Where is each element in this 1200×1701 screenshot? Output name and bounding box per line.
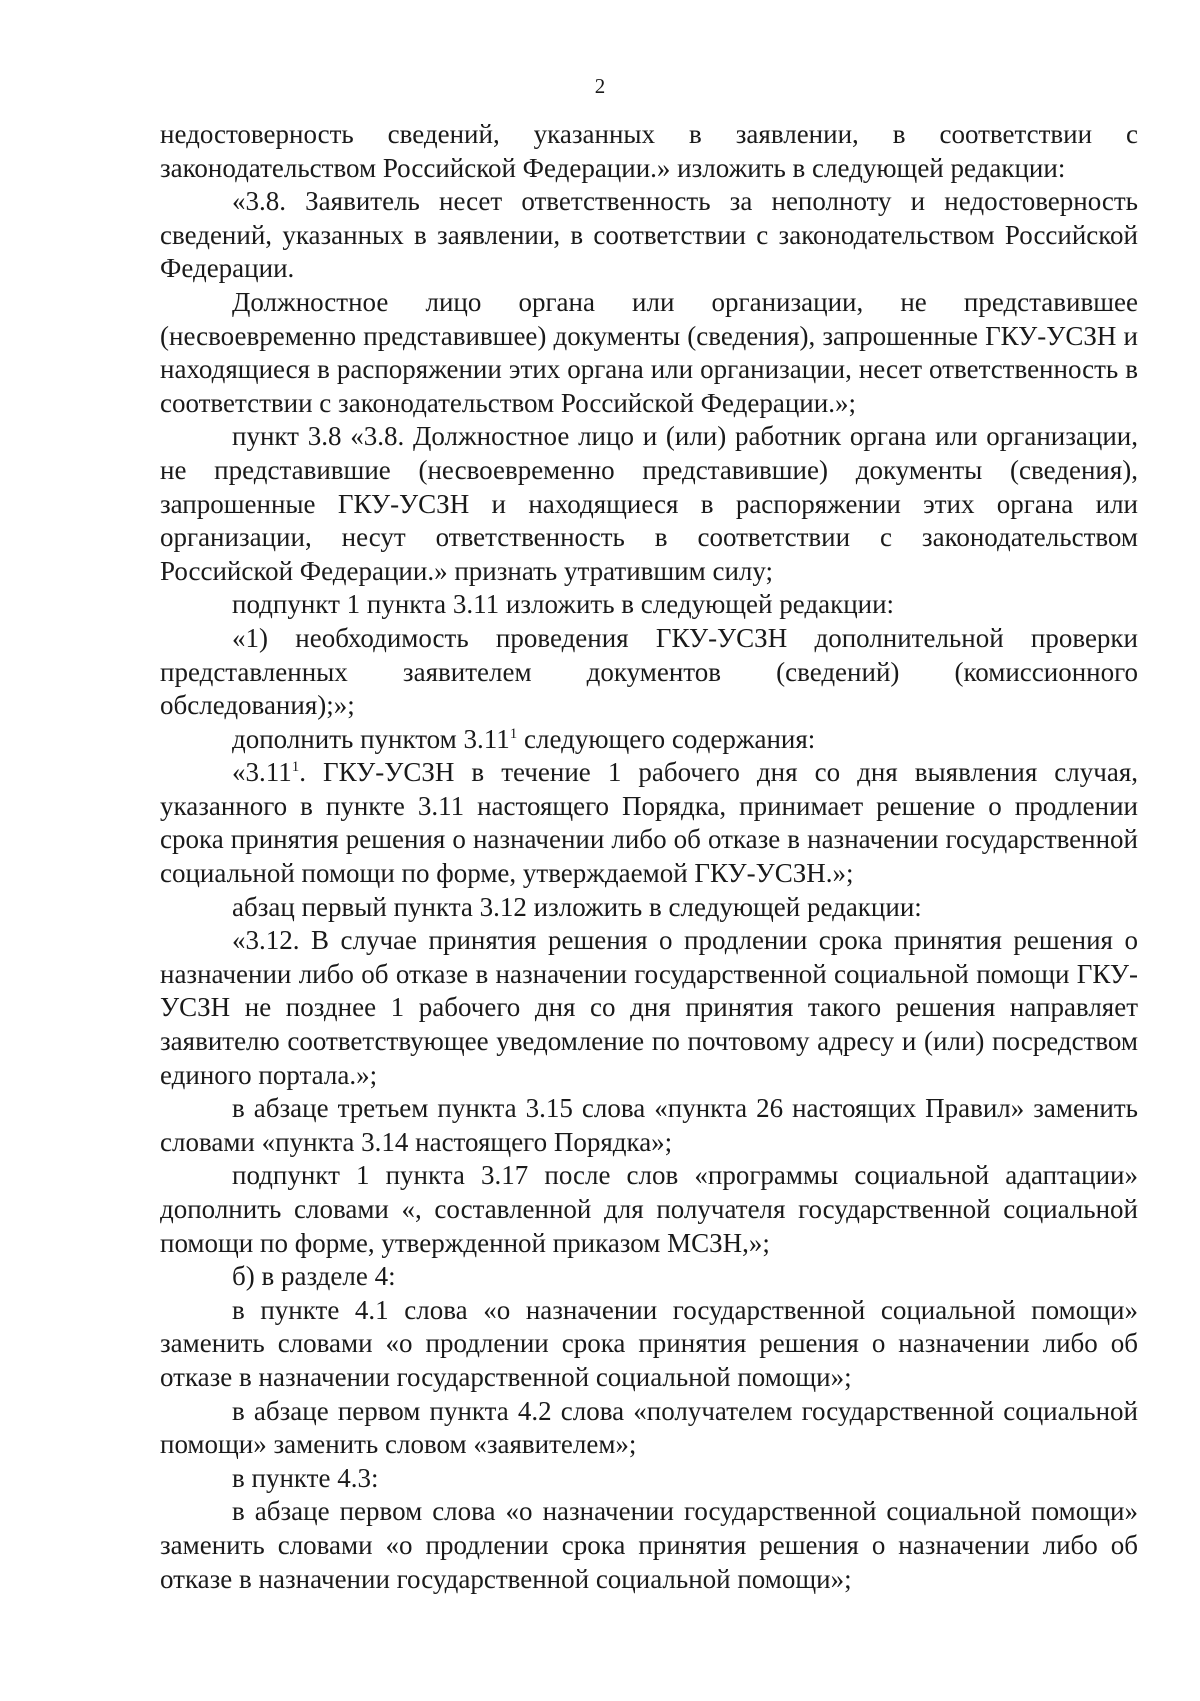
paragraph: недостоверность сведений, указанных в заявлении, в соответствии с законодательством Российской Федерации.» изложить в следующей редакции: [160,119,1138,183]
paragraph: в пункте 4.1 слова «о назначении государственной социальной помощи» заменить словами «о продлении срока принятия решения о назначении либо об отказе в назначении государственной социальной помощи»; [160,1294,1138,1392]
page-number: 2 [594,74,606,98]
superscript: 1 [291,759,300,776]
paragraph: абзац первый пункта 3.12 изложить в следующей редакции: [232,891,922,922]
paragraph: «3.12. В случае принятия решения о продлении срока принятия решения о назначении либо об отказе в назначении государственной социальной помощи ГКУ-УСЗН не позднее 1 рабочего дня со дня принятия такого решения направляет заявителю соответствующее уведомление по почтовому адресу и (или) посредством единого портала.»; [160,925,1138,1090]
paragraph: в пункте 4.3: [232,1462,379,1493]
paragraph: пункт 3.8 «3.8. Должностное лицо и (или) работник органа или организации, не представившие (несвоевременно представившие) документы (сведения), запрошенные ГКУ-УСЗН и находящиеся в распоряжении этих органа или организации, несут ответственность в соответствии с законодательством Российской Федерации.» признать утратившим силу; [160,421,1138,586]
paragraph: в абзаце первом слова «о назначении государственной социальной помощи» заменить словами «о продлении срока принятия решения о назначении либо об отказе в назначении государственной социальной помощи»; [160,1496,1138,1594]
paragraph: «3.8. Заявитель несет ответственность за неполноту и недостоверность сведений, указанных в заявлении, в соответствии с законодательством Российской Федерации. [160,186,1138,284]
paragraph: в абзаце третьем пункта 3.15 слова «пункта 26 настоящих Правил» заменить словами «пункта 3.14 настоящего Порядка»; [160,1093,1138,1157]
document-body [160,118,1138,1596]
paragraph: Должностное лицо органа или организации, не представившее (несвоевременно представившее) документы (сведения), запрошенные ГКУ-УСЗН и находящиеся в распоряжении этих органа или организации, несет ответственность в соответствии с законодательством Российской Федерации.»; [160,286,1138,418]
superscript: 1 [509,725,518,742]
paragraph: б) в разделе 4: [232,1261,396,1292]
paragraph: подпункт 1 пункта 3.11 изложить в следующей редакции: [232,589,895,620]
paragraph: в абзаце первом пункта 4.2 слова «получателем государственной социальной помощи» заменить словом «заявителем»; [160,1395,1138,1460]
paragraph: «1) необходимость проведения ГКУ-УСЗН дополнительной проверки представленных заявителем документов (сведений) (комиссионного обследования);»; [160,622,1138,721]
paragraph: подпункт 1 пункта 3.17 после слов «программы социальной адаптации» дополнить словами «, составленной для получателя государственной социальной помощи по форме, утвержденной приказом МСЗН,»; [160,1160,1138,1258]
paragraph: дополнить пунктом 3.11$^1$ следующего содержания: [232,723,816,754]
paragraph: «3.11$^1$. ГКУ-УСЗН в течение 1 рабочего дня со дня выявления случая, указанного в пункте 3.11 настоящего Порядка, принимает решение о продлении срока принятия решения о назначении либо об отказе в назначении государственной социальной помощи по форме, утверждаемой ГКУ-УСЗН.»; [160,757,1138,889]
